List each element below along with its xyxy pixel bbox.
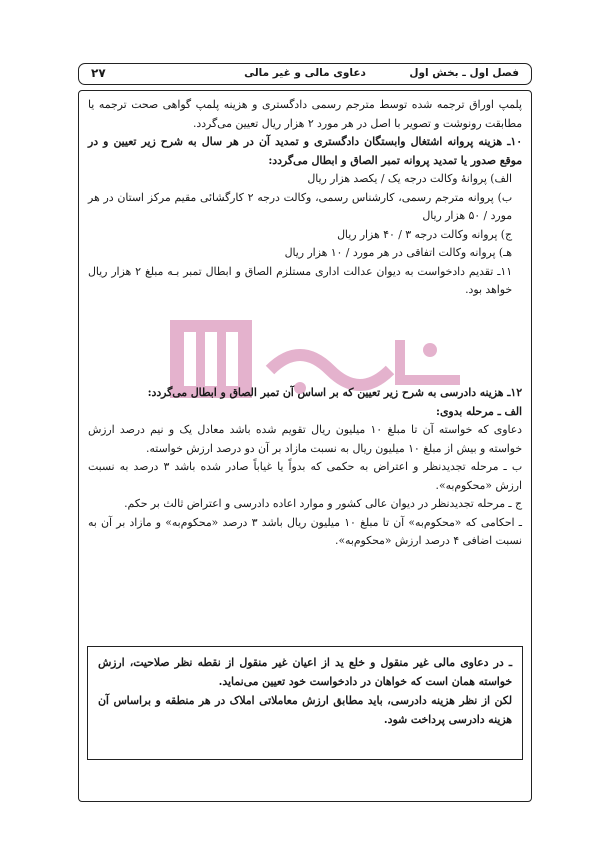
- page-number: ۲۷: [91, 66, 106, 80]
- chapter-label: فصل اول ـ بخش اول: [409, 67, 519, 79]
- paragraph-item-a: الف) پروانهٔ وکالت درجه یک / یکصد هزار ریال: [307, 172, 512, 185]
- paragraph-item-11: ۱۱ـ تقدیم دادخواست به دیوان عدالت اداری مستلزم الصاق و ابطال تمبر بـه مبلغ ۲ هزار ریال خواهد بود.: [88, 264, 512, 296]
- note-jurisdiction: ـ در دعاوی مالی غیر منقول و خلع ید از اعیان غیر منقول از نقطه نظر صلاحیت، ارزش خواسته همان است که خواهان در دادخواست خود تعیین می‌نماید.: [98, 656, 512, 688]
- paragraph-translation-seal: پلمپ اوراق ترجمه شده توسط مترجم رسمی دادگستری و هزینه پلمپ گواهی صحت ترجمه یا مطابقت رونوشت و تصویر با اصل در هر مورد ۲ هزار ریال تعیین می‌گردد.: [88, 98, 522, 130]
- paragraph-supreme-court-fee: ج ـ مرحله تجدیدنظر در دیوان عالی کشور و موارد اعاده دادرسی و اعتراض ثالث بر حکم.: [124, 497, 522, 510]
- paragraph-item-12: ۱۲ـ هزینه دادرسی به شرح زیر تعیین که بر اساس آن تمبر الصاق و ابطال می‌گردد:: [147, 386, 522, 399]
- running-header: [78, 63, 532, 85]
- subheading-first-instance: الف ـ مرحله بدوی:: [435, 404, 522, 418]
- paragraph-first-instance-fee: دعاوی که خواسته آن تا مبلغ ۱۰ میلیون ریال تقویم شده باشد معادل یک و نیم درصد ارزش خواسته و بیش از مبلغ ۱۰ میلیون ریال به نسبت مازاد بر آن دو درصد ارزش خواسته.: [88, 423, 522, 455]
- text-block-bottom: [88, 384, 522, 551]
- paragraph-appeal-fee: ب ـ مرحله تجدیدنظر و اعتراض به حکمی که بدواً یا غیاباً صادر شده باشد ۳ درصد به نسبت ارزش «محکوم‌به».: [88, 460, 522, 492]
- note-box: [87, 646, 523, 760]
- paragraph-item-h: هـ) پروانه وکالت اتفاقی در هر مورد / ۱۰ هزار ریال: [284, 246, 512, 259]
- paragraph-item-b: ب) پروانه مترجم رسمی، کارشناس رسمی، وکالت درجه ۲ کارگشائی مقیم مرکز استان در هر مورد / ۵۰ هزار ریال: [88, 190, 512, 222]
- text-block-top: [88, 96, 522, 300]
- section-title: دعاوی مالی و غیر مالی: [244, 67, 366, 79]
- paragraph-judgments-fee: ـ احکامی که «محکوم‌به» آن تا مبلغ ۱۰ میلیون ریال باشد ۳ درصد «محکوم‌به» و مازاد بر آن به نسبت اضافی ۴ درصد ارزش «محکوم‌به».: [88, 515, 522, 547]
- paragraph-item-10: ۱۰ـ هزینه پروانه اشتغال وابستگان دادگستری و تمدید آن در هر سال به شرح زیر تعیین و در موقع صدور یا تمدید پروانه تمبر الصاق و ابطال می‌گردد:: [88, 135, 522, 167]
- paragraph-item-c: ج) پروانه وکالت درجه ۳ / ۴۰ هزار ریال: [337, 227, 512, 241]
- note-court-fee: لکن از نظر هزینه دادرسی، باید مطابق ارزش معاملاتی املاک در هر منطقه و براساس آن هزینه دادرسی پرداخت شود.: [98, 694, 512, 726]
